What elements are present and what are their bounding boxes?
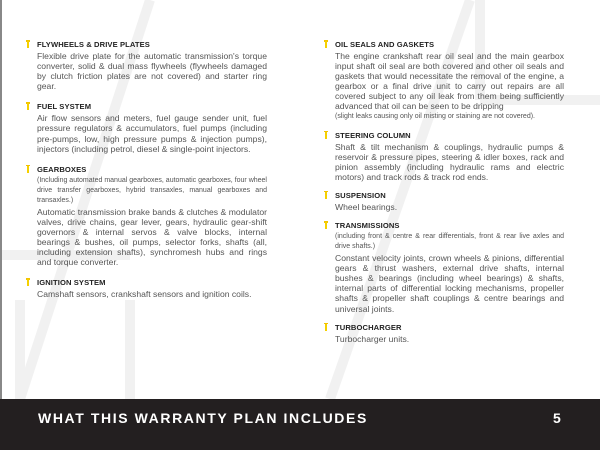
section-body: The engine crankshaft rear oil seal and the main gearbox input shaft oil seal are both covered and other oil seals and gaskets that would necessitate the removal of the engine, a gearbox or a final drive unit to carry out repairs are all covered subject to any oil leak from them being sufficiently advanced that oil can be seen to be dripping <box>335 51 564 112</box>
bullet-icon <box>26 165 30 173</box>
section-body: Constant velocity joints, crown wheels & pinions, differential gears & thrust washers, external drive shafts, internal bushes & bearings (including wheel bearings) & shafts, internal parts of differential locking mechanisms, propeller shafts & propeller shaft couplings & centre bearings and universal joints. <box>335 253 564 314</box>
section-suspension <box>335 190 564 212</box>
page-number: 5 <box>553 410 561 426</box>
right-column <box>335 39 564 344</box>
page-left-border <box>0 0 2 399</box>
section-heading: IGNITION SYSTEM <box>37 278 106 288</box>
bullet-icon <box>324 131 328 139</box>
bullet-icon <box>324 221 328 229</box>
section-oil-seals <box>335 39 564 122</box>
section-steering-column <box>335 130 564 182</box>
section-body: Flexible drive plate for the automatic transmission's torque converter, solid & dual mass flywheels (flywheels damaged by clutch friction plates are not covered) and starter ring gear. <box>37 51 267 92</box>
section-heading: OIL SEALS AND GASKETS <box>335 40 435 49</box>
bullet-icon <box>324 323 328 331</box>
section-body: Shaft & tilt mechanism & couplings, hydraulic pumps & reservoir & pressure pipes, steering & idler boxes, rack and pinion assembly (including hydraulic rams and electric motors) and track rods & track rod ends. <box>335 141 564 182</box>
section-heading: GEARBOXES <box>37 164 87 174</box>
section-body: Automatic transmission brake bands & clutches & modulator valves, drive chains, gear lever, gears, hydraulic gear-shift governors & internal servos & valve blocks, internal bearings & bushes, oil pumps, selector forks, shafts (all, including extension shafts), synchromesh hubs and rings and torque converter. <box>37 206 267 268</box>
section-turbocharger <box>335 322 564 344</box>
bullet-icon <box>26 278 30 286</box>
section-transmissions <box>335 220 564 314</box>
section-body: Wheel bearings. <box>335 201 398 212</box>
section-note: (Including automated manual gearboxes, automatic gearboxes, four wheel drive transfer gearboxes, hybrid transaxles, manual gearboxes and transaxles.) <box>37 176 267 204</box>
section-ignition-system <box>37 277 267 299</box>
section-heading: TRANSMISSIONS <box>335 221 400 231</box>
bullet-icon <box>324 40 328 48</box>
section-body: Air flow sensors and meters, fuel gauge sender unit, fuel pressure regulators & accumulators, fuel pumps (including pre-pumps, low, high pressure pumps & injection pumps), injectors (including petrol, diesel & single-point injectors. <box>37 113 267 154</box>
footer-title: WHAT THIS WARRANTY PLAN INCLUDES <box>38 410 368 426</box>
section-heading: TURBOCHARGER <box>335 322 402 332</box>
bullet-icon <box>26 102 30 110</box>
bullet-icon <box>26 40 30 48</box>
section-gearboxes <box>37 164 267 268</box>
section-flywheels <box>37 39 267 91</box>
section-heading: SUSPENSION <box>335 190 386 200</box>
section-heading: FUEL SYSTEM <box>37 102 92 112</box>
section-heading: FLYWHEELS & DRIVE PLATES <box>37 40 150 49</box>
left-column <box>37 39 267 299</box>
section-fuel-system <box>37 101 267 153</box>
page-footer <box>0 399 600 450</box>
section-note: (slight leaks causing only oil misting or staining are not covered). <box>335 112 535 120</box>
section-note: (including front & centre & rear differentials, front & rear live axles and drive shafts.) <box>335 233 564 251</box>
section-body: Turbocharger units. <box>335 333 410 344</box>
section-body: Camshaft sensors, crankshaft sensors and ignition coils. <box>37 289 252 300</box>
bullet-icon <box>324 191 328 199</box>
section-heading: STEERING COLUMN <box>335 130 411 140</box>
